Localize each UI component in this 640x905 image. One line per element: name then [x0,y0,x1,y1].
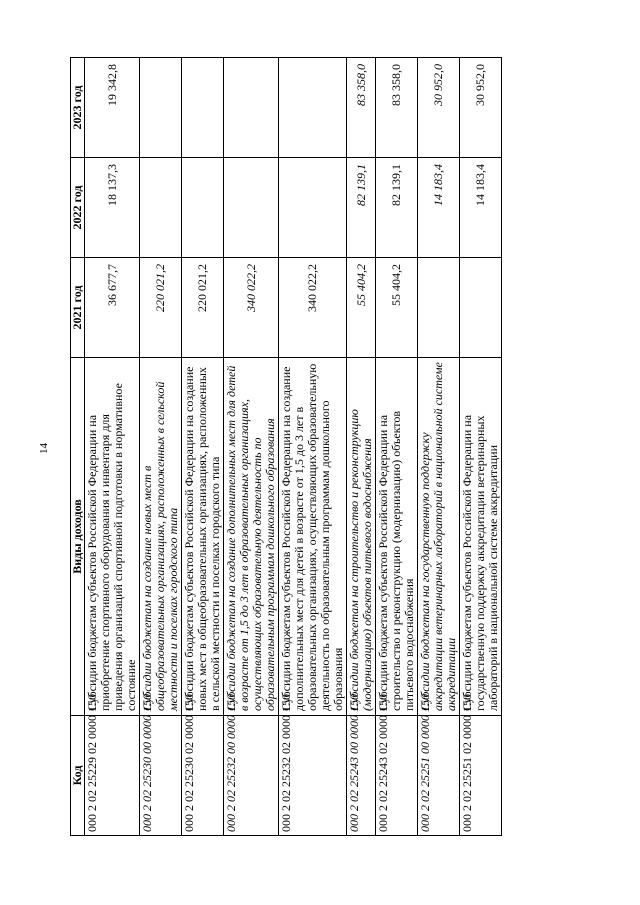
code-cell: 000 2 02 25230 02 0000 150 [182,716,224,836]
description-cell: Субсидии бюджетам на создание дополнительных мест для детей в возрасте от 1,5 до 3 лет в образовательных организациях, осуществляющих образовательную деятельность по образовательным программам дошкольного образования [224,358,279,716]
value-2021-cell: 220 021,2 [140,258,182,358]
value-2022-cell [182,158,224,258]
header-2023: 2023 год [71,58,85,158]
value-2022-cell: 14 183,4 [418,158,460,258]
description-cell: Субсидии бюджетам субъектов Российской Федерации на приобретение спортивного оборудования и инвентаря для приведения организаций спортивной подготовки в нормативное состояние [85,358,140,716]
value-2022-cell: 18 137,3 [85,158,140,258]
table-row [460,58,502,836]
page-number: 14 [38,443,50,454]
code-cell: 000 2 02 25232 00 0000 150 [224,716,279,836]
table-row [376,58,418,836]
description-cell: Субсидии бюджетам на создание новых мест в общеобразовательных организациях, расположенных в сельской местности и поселках городского типа [140,358,182,716]
value-2023-cell: 30 952,0 [418,58,460,158]
value-2021-cell: 36 677,7 [85,258,140,358]
value-2021-cell: 55 404,2 [347,258,376,358]
table-header-row [71,58,85,836]
table-row [182,58,224,836]
value-2023-cell: 30 952,0 [460,58,502,158]
value-2022-cell [279,158,347,258]
code-cell: 000 2 02 25243 00 0000 150 [347,716,376,836]
header-2021: 2021 год [71,258,85,358]
value-2021-cell: 220 021,2 [182,258,224,358]
value-2021-cell [418,258,460,358]
value-2022-cell: 82 139,1 [347,158,376,258]
value-2022-cell [140,158,182,258]
table-row [140,58,182,836]
rotated-page-content [70,58,548,836]
value-2021-cell: 55 404,2 [376,258,418,358]
code-cell: 000 2 02 25243 02 0000 150 [376,716,418,836]
value-2022-cell [224,158,279,258]
description-cell: Субсидии бюджетам субъектов Российской Федерации на строительство и реконструкцию (модернизацию) объектов питьевого водоснабжения [376,358,418,716]
description-cell: Субсидии бюджетам на государственную поддержку аккредитации ветеринарных лабораторий в национальной системе аккредитации [418,358,460,716]
table-row [347,58,376,836]
table-body [85,58,502,836]
value-2023-cell: 83 358,0 [376,58,418,158]
value-2022-cell: 82 139,1 [376,158,418,258]
table-row [418,58,460,836]
code-cell: 000 2 02 25229 02 0000 150 [85,716,140,836]
header-revenue-type: Виды доходов [71,358,85,716]
description-cell: Субсидии бюджетам на строительство и реконструкцию (модернизацию) объектов питьевого водоснабжения [347,358,376,716]
description-cell: Субсидии бюджетам субъектов Российской Федерации на государственную поддержку аккредитации ветеринарных лабораторий в национальной системе аккредитации [460,358,502,716]
value-2023-cell: 83 358,0 [347,58,376,158]
value-2023-cell [140,58,182,158]
code-cell: 000 2 02 25251 02 0000 150 [460,716,502,836]
description-cell: Субсидии бюджетам субъектов Российской Федерации на создание новых мест в общеобразовательных организациях, расположенных в сельской местности и поселках городского типа [182,358,224,716]
value-2021-cell: 340 022,2 [224,258,279,358]
value-2023-cell [279,58,347,158]
table-row [85,58,140,836]
value-2022-cell: 14 183,4 [460,158,502,258]
header-2022: 2022 год [71,158,85,258]
table-row [279,58,347,836]
table-row [224,58,279,836]
value-2021-cell [460,258,502,358]
header-code: Код [71,716,85,836]
code-cell: 000 2 02 25251 00 0000 150 [418,716,460,836]
value-2021-cell: 340 022,2 [279,258,347,358]
description-cell: Субсидии бюджетам субъектов Российской Федерации на создание дополнительных мест для детей в возрасте от 1,5 до 3 лет в образовательных организациях, осуществляющих образовательную деятельность по образовательным программам дошкольного образования [279,358,347,716]
value-2023-cell [224,58,279,158]
value-2023-cell [182,58,224,158]
code-cell: 000 2 02 25230 00 0000 150 [140,716,182,836]
code-cell: 000 2 02 25232 02 0000 150 [279,716,347,836]
revenue-table [70,57,502,836]
value-2023-cell: 19 342,8 [85,58,140,158]
